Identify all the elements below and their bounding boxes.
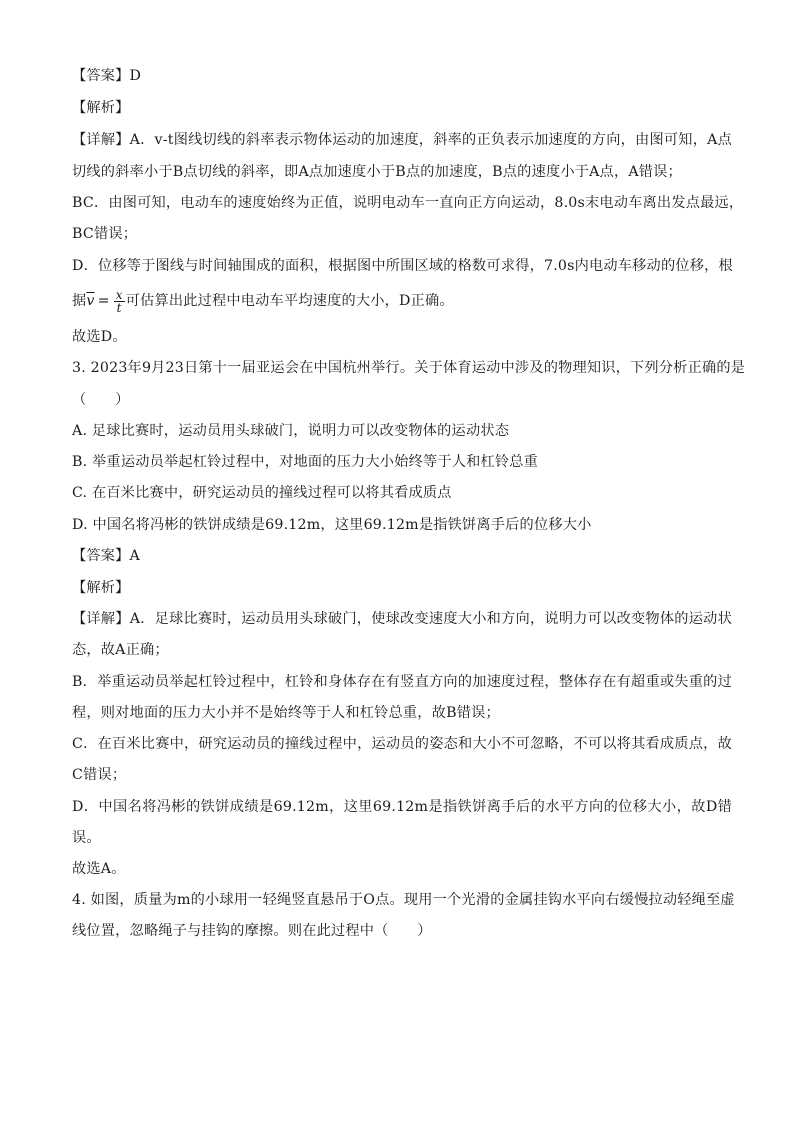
q2-detail-p3-line1: D．位移等于图线与时间轴围成的面积，根据图中所围区域的格数可求得，7.0s内电动车移动的位移，根 bbox=[72, 258, 733, 274]
q3-stem-line1: 3. 2023年9月23日第十一届亚运会在中国杭州举行。关于体育运动中涉及的物理知识，下列分析正确的是 bbox=[72, 360, 746, 376]
q2-analysis-label: 【解析】 bbox=[72, 100, 130, 116]
q2-detail-p3-suffix: 可估算出此过程中电动车平均速度的大小，D正确。 bbox=[125, 293, 454, 309]
q3-detail-c-line2: C错误； bbox=[72, 767, 127, 783]
q3-detail-b-line1: B．举重运动员举起杠铃过程中，杠铃和身体存在有竖直方向的加速度过程，整体存在有超重或失重的过 bbox=[72, 674, 732, 690]
fraction-numerator: x bbox=[115, 287, 123, 302]
q3-detail-b-line2: 程，则对地面的压力大小并不是始终等于人和杠铃总重，故B错误； bbox=[72, 705, 500, 721]
formula-equals: = bbox=[97, 293, 110, 309]
q3-option-a: A. 足球比赛时，运动员用头球破门，说明力可以改变物体的运动状态 bbox=[72, 423, 510, 439]
q3-option-b: B. 举重运动员举起杠铃过程中，对地面的压力大小始终等于人和杠铃总重 bbox=[72, 454, 539, 470]
q3-detail-d-line2: 误。 bbox=[72, 830, 101, 846]
q4-stem-line1: 4. 如图，质量为m的小球用一轻绳竖直悬吊于O点。现用一个光滑的金属挂钩水平向右缓慢拉动轻绳至虚 bbox=[72, 892, 735, 908]
q3-detail-c-line1: C．在百米比赛中，研究运动员的撞线过程中，运动员的姿态和大小不可忽略，不可以将其看成质点，故 bbox=[72, 736, 732, 752]
q2-detail-p3-line2 bbox=[72, 284, 732, 318]
q4-stem-line2: 线位置，忽略绳子与挂钩的摩擦。则在此过程中（ ） bbox=[72, 923, 432, 939]
q3-conclusion: 故选A。 bbox=[72, 861, 126, 877]
q3-detail-a-line2: 态，故A正确； bbox=[72, 642, 169, 658]
q2-detail-p2-line1: BC．由图可知，电动车的速度始终为正值，说明电动车一直向正方向运动，8.0s末电动车离出发点最远， bbox=[72, 195, 744, 211]
q2-answer: 【答案】D bbox=[72, 68, 142, 84]
average-velocity-symbol: $\overline{v}$ bbox=[86, 293, 95, 309]
q3-detail-a-line1: 【详解】A．足球比赛时，运动员用头球破门，使球改变速度大小和方向，说明力可以改变物体的运动状 bbox=[72, 611, 732, 627]
fraction-denominator: t bbox=[116, 300, 122, 315]
q3-option-c: C. 在百米比赛中，研究运动员的撞线过程可以将其看成质点 bbox=[72, 485, 452, 501]
q2-detail-p2-line2: BC错误； bbox=[72, 226, 138, 242]
q3-option-d: D. 中国名将冯彬的铁饼成绩是69.12m，这里69.12m是指铁饼离手后的位移大小 bbox=[72, 517, 592, 533]
q3-analysis-label: 【解析】 bbox=[72, 580, 130, 596]
q2-conclusion: 故选D。 bbox=[72, 329, 127, 345]
q2-detail-p1-line2: 切线的斜率小于B点切线的斜率，即A点加速度小于B点的加速度，B点的速度小于A点，A错误； bbox=[72, 164, 682, 180]
q3-stem-line2: （ ） bbox=[72, 392, 130, 408]
q2-detail-p3-prefix: 据 bbox=[72, 293, 87, 309]
velocity-fraction bbox=[114, 289, 125, 314]
q3-detail-d-line1: D．中国名将冯彬的铁饼成绩是69.12m，这里69.12m是指铁饼离手后的水平方向的位移大小，故D错 bbox=[72, 799, 732, 815]
q2-detail-p1-line1: 【详解】A．v-t图线切线的斜率表示物体运动的加速度，斜率的正负表示加速度的方向，由图可知，A点 bbox=[72, 132, 732, 148]
q3-answer: 【答案】A bbox=[72, 548, 140, 564]
